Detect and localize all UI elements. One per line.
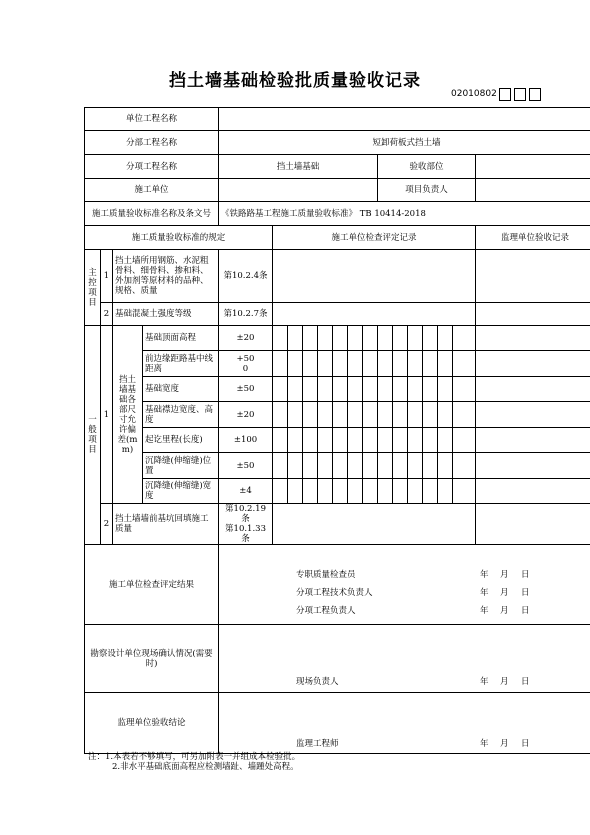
record-cell[interactable] [423, 453, 438, 479]
record-cell[interactable] [408, 453, 423, 479]
general-item-tol: ±100 [219, 428, 273, 453]
record-cell[interactable] [303, 479, 318, 504]
main-item-2-record[interactable] [273, 303, 476, 326]
general-item2-record[interactable] [273, 504, 476, 545]
record-cell[interactable] [378, 326, 393, 351]
record-cell[interactable] [288, 479, 303, 504]
sub-project-value[interactable]: 短卸荷板式挡土墙 [219, 131, 590, 155]
record-cell[interactable] [408, 377, 423, 402]
record-cell[interactable] [378, 402, 393, 428]
record-cell[interactable] [288, 326, 303, 351]
sub-project-label: 分部工程名称 [85, 131, 219, 155]
general-item-supervision[interactable] [476, 377, 590, 402]
record-cell[interactable] [363, 479, 378, 504]
record-cell[interactable] [453, 377, 476, 402]
main-item-2-text: 基础混凝土强度等级 [113, 303, 219, 326]
record-cell[interactable] [453, 326, 476, 351]
record-cell[interactable] [273, 453, 288, 479]
record-cell[interactable] [303, 402, 318, 428]
general-group-label [113, 326, 143, 504]
header-construction-record: 施工单位检查评定记录 [273, 226, 476, 250]
main-item-2-no: 2 [101, 303, 113, 326]
general-item-supervision[interactable] [476, 453, 590, 479]
general-label [85, 326, 101, 545]
record-cell[interactable] [303, 453, 318, 479]
general-row-5 [85, 428, 590, 453]
record-cell[interactable] [423, 377, 438, 402]
main-item-1-clause: 第10.2.4条 [219, 250, 273, 303]
record-cell[interactable] [423, 351, 438, 377]
record-cell[interactable] [303, 377, 318, 402]
footer-notes [88, 752, 300, 772]
date-day: 日 [521, 570, 530, 580]
record-cell[interactable] [273, 428, 288, 453]
record-cell[interactable] [378, 428, 393, 453]
general-item-name: 起讫里程(长度) [143, 428, 219, 453]
general-item-tol: ±50 [219, 453, 273, 479]
record-cell[interactable] [393, 428, 408, 453]
record-cell[interactable] [348, 377, 363, 402]
general-item-name: 沉降缝(伸缩缝)宽度 [143, 479, 219, 504]
record-cell[interactable] [378, 377, 393, 402]
construction-unit-label: 施工单位 [85, 179, 219, 202]
code-box-2[interactable] [514, 88, 526, 101]
record-cell[interactable] [318, 453, 333, 479]
record-cell[interactable] [378, 351, 393, 377]
main-item-2-clause: 第10.2.7条 [219, 303, 273, 326]
accept-part-label: 验收部位 [378, 155, 476, 179]
general-item-name: 基础顶面高程 [143, 326, 219, 351]
general-item-supervision[interactable] [476, 479, 590, 504]
record-cell[interactable] [333, 479, 348, 504]
record-cell[interactable] [363, 402, 378, 428]
general-group-text: 挡土墙基础各部尺寸允许偏差(mm) [117, 374, 138, 455]
record-cell[interactable] [453, 453, 476, 479]
project-manager-value[interactable] [476, 179, 590, 202]
date-month: 月 [500, 739, 509, 749]
supervision-accept-label: 监理单位验收结论 [85, 693, 219, 754]
project-manager-label: 项目负责人 [378, 179, 476, 202]
general-row-8 [85, 504, 590, 545]
record-cell[interactable] [333, 402, 348, 428]
general-item-tol: ±20 [219, 326, 273, 351]
record-cell[interactable] [333, 326, 348, 351]
general-row-1 [85, 326, 590, 351]
general-item-supervision[interactable] [476, 351, 590, 377]
general-item-name: 沉降缝(伸缩缝)位置 [143, 453, 219, 479]
record-cell[interactable] [288, 453, 303, 479]
record-cell[interactable] [453, 402, 476, 428]
record-cell[interactable] [363, 453, 378, 479]
general-text: 一般项目 [88, 415, 97, 455]
record-cell[interactable] [318, 326, 333, 351]
record-cell[interactable] [363, 326, 378, 351]
record-cell[interactable] [423, 326, 438, 351]
general-item2-no: 2 [101, 504, 113, 545]
general-item2-supervision[interactable] [476, 504, 590, 545]
record-cell[interactable] [408, 351, 423, 377]
date-month: 月 [500, 588, 509, 598]
general-row-7 [85, 479, 590, 504]
standard-value: 《铁路路基工程施工质量验收标准》 TB 10414-2018 [219, 202, 590, 226]
record-cell[interactable] [438, 351, 453, 377]
code-box-1[interactable] [499, 88, 511, 101]
general-item2-text: 挡土墙墙前基坑回填施工质量 [113, 504, 219, 545]
general-item-supervision[interactable] [476, 326, 590, 351]
unit-project-label: 单位工程名称 [85, 108, 219, 131]
record-cell[interactable] [453, 428, 476, 453]
general-item-name: 基础宽度 [143, 377, 219, 402]
construction-unit-value[interactable] [219, 179, 378, 202]
quality-inspector-label: 专职质量检查员 [296, 570, 356, 580]
record-cell[interactable] [408, 402, 423, 428]
inspection-table [84, 107, 590, 754]
general-row-6 [85, 453, 590, 479]
record-cell[interactable] [408, 428, 423, 453]
record-cell[interactable] [303, 326, 318, 351]
record-cell[interactable] [333, 453, 348, 479]
survey-confirm-area[interactable] [219, 625, 590, 693]
record-cell[interactable] [288, 428, 303, 453]
general-row-3 [85, 377, 590, 402]
main-control-label [85, 250, 101, 326]
general-item-tol: +50 0 [219, 351, 273, 377]
record-cell[interactable] [393, 377, 408, 402]
record-cell[interactable] [438, 402, 453, 428]
construction-eval-label: 施工单位检查评定结果 [85, 545, 219, 625]
general-item-supervision[interactable] [476, 402, 590, 428]
record-cell[interactable] [348, 453, 363, 479]
record-cell[interactable] [333, 351, 348, 377]
record-cell[interactable] [408, 326, 423, 351]
general-row-2 [85, 351, 590, 377]
supervision-accept-area[interactable] [219, 693, 590, 754]
main-item-1-text: 挡土墙所用钢筋、水泥粗骨料、细骨料、掺和料、外加剂等原材料的品种、规格、质量 [113, 250, 219, 303]
date-year: 年 [480, 677, 489, 687]
main-control-text: 主控项目 [88, 267, 97, 308]
date-year: 年 [480, 606, 489, 616]
record-cell[interactable] [303, 351, 318, 377]
record-cell[interactable] [423, 479, 438, 504]
record-cell[interactable] [378, 453, 393, 479]
record-cell[interactable] [453, 351, 476, 377]
record-cell[interactable] [438, 453, 453, 479]
record-cell[interactable] [408, 479, 423, 504]
record-cell[interactable] [333, 377, 348, 402]
record-cell[interactable] [348, 326, 363, 351]
record-cell[interactable] [318, 377, 333, 402]
date-year: 年 [480, 588, 489, 598]
record-cell[interactable] [438, 377, 453, 402]
general-item-tol: ±50 [219, 377, 273, 402]
record-cell[interactable] [273, 377, 288, 402]
footer-note-1: 注：1.本表若不够填写，可另加附表一并组成本检验批。 [88, 752, 301, 762]
tech-lead-label: 分项工程技术负责人 [296, 588, 373, 598]
general-group-no: 1 [101, 326, 113, 504]
record-cell[interactable] [318, 479, 333, 504]
site-lead-label: 现场负责人 [296, 677, 339, 687]
record-cell[interactable] [438, 428, 453, 453]
record-cell[interactable] [393, 402, 408, 428]
page-title: 挡土墙基础检验批质量验收记录 [169, 71, 421, 91]
record-cell[interactable] [423, 428, 438, 453]
record-cell[interactable] [288, 377, 303, 402]
accept-part-value[interactable] [476, 155, 590, 179]
record-cell[interactable] [393, 326, 408, 351]
date-month: 月 [500, 570, 509, 580]
general-item-tol: ±20 [219, 402, 273, 428]
record-cell[interactable] [288, 351, 303, 377]
record-cell[interactable] [333, 428, 348, 453]
record-cell[interactable] [378, 479, 393, 504]
record-cell[interactable] [348, 428, 363, 453]
record-cell[interactable] [363, 428, 378, 453]
record-cell[interactable] [288, 402, 303, 428]
general-item2-clause: 第10.2.19条 第10.1.33条 [219, 504, 273, 545]
record-cell[interactable] [438, 326, 453, 351]
construction-eval-area[interactable] [219, 545, 590, 625]
record-cell[interactable] [348, 479, 363, 504]
main-item-1-supervision[interactable] [476, 250, 590, 303]
header-standard-provision: 施工质量验收标准的规定 [85, 226, 273, 250]
date-month: 月 [500, 677, 509, 687]
general-item-name: 前边缘距路基中线距离 [143, 351, 219, 377]
form-code: 02010802 [451, 89, 497, 99]
standard-label: 施工质量验收标准名称及条文号 [85, 202, 219, 226]
date-day: 日 [521, 588, 530, 598]
survey-confirm-label: 勘察设计单位现场确认情况(需要时) [85, 625, 219, 693]
code-box-3[interactable] [529, 88, 541, 101]
record-cell[interactable] [393, 479, 408, 504]
record-cell[interactable] [393, 351, 408, 377]
date-year: 年 [480, 570, 489, 580]
record-cell[interactable] [318, 351, 333, 377]
record-cell[interactable] [273, 479, 288, 504]
record-cell[interactable] [453, 479, 476, 504]
item-project-label: 分项工程名称 [85, 155, 219, 179]
general-item-tol: ±4 [219, 479, 273, 504]
date-day: 日 [521, 739, 530, 749]
item-lead-label: 分项工程负责人 [296, 606, 356, 616]
date-month: 月 [500, 606, 509, 616]
record-cell[interactable] [363, 377, 378, 402]
record-cell[interactable] [273, 326, 288, 351]
record-cell[interactable] [273, 402, 288, 428]
date-day: 日 [521, 677, 530, 687]
supervisor-label: 监理工程师 [296, 739, 339, 749]
general-row-4 [85, 402, 590, 428]
record-cell[interactable] [303, 428, 318, 453]
record-cell[interactable] [273, 351, 288, 377]
record-cell[interactable] [318, 428, 333, 453]
record-cell[interactable] [423, 402, 438, 428]
main-item-1-record[interactable] [273, 250, 476, 303]
item-project-value[interactable]: 挡土墙基础 [219, 155, 378, 179]
general-item-supervision[interactable] [476, 428, 590, 453]
record-cell[interactable] [348, 351, 363, 377]
general-item-name: 基础襟边宽度、高度 [143, 402, 219, 428]
record-cell[interactable] [318, 402, 333, 428]
header-supervision-record: 监理单位验收记录 [476, 226, 590, 250]
record-cell[interactable] [348, 402, 363, 428]
main-item-1-no: 1 [101, 250, 113, 303]
record-cell[interactable] [393, 453, 408, 479]
record-cell[interactable] [438, 479, 453, 504]
footer-note-2: 2.非水平基础底面高程应检测墙趾、墙踵处高程。 [112, 762, 299, 772]
record-cell[interactable] [363, 351, 378, 377]
main-item-2-supervision[interactable] [476, 303, 590, 326]
date-year: 年 [480, 739, 489, 749]
date-day: 日 [521, 606, 530, 616]
unit-project-value[interactable] [219, 108, 590, 131]
